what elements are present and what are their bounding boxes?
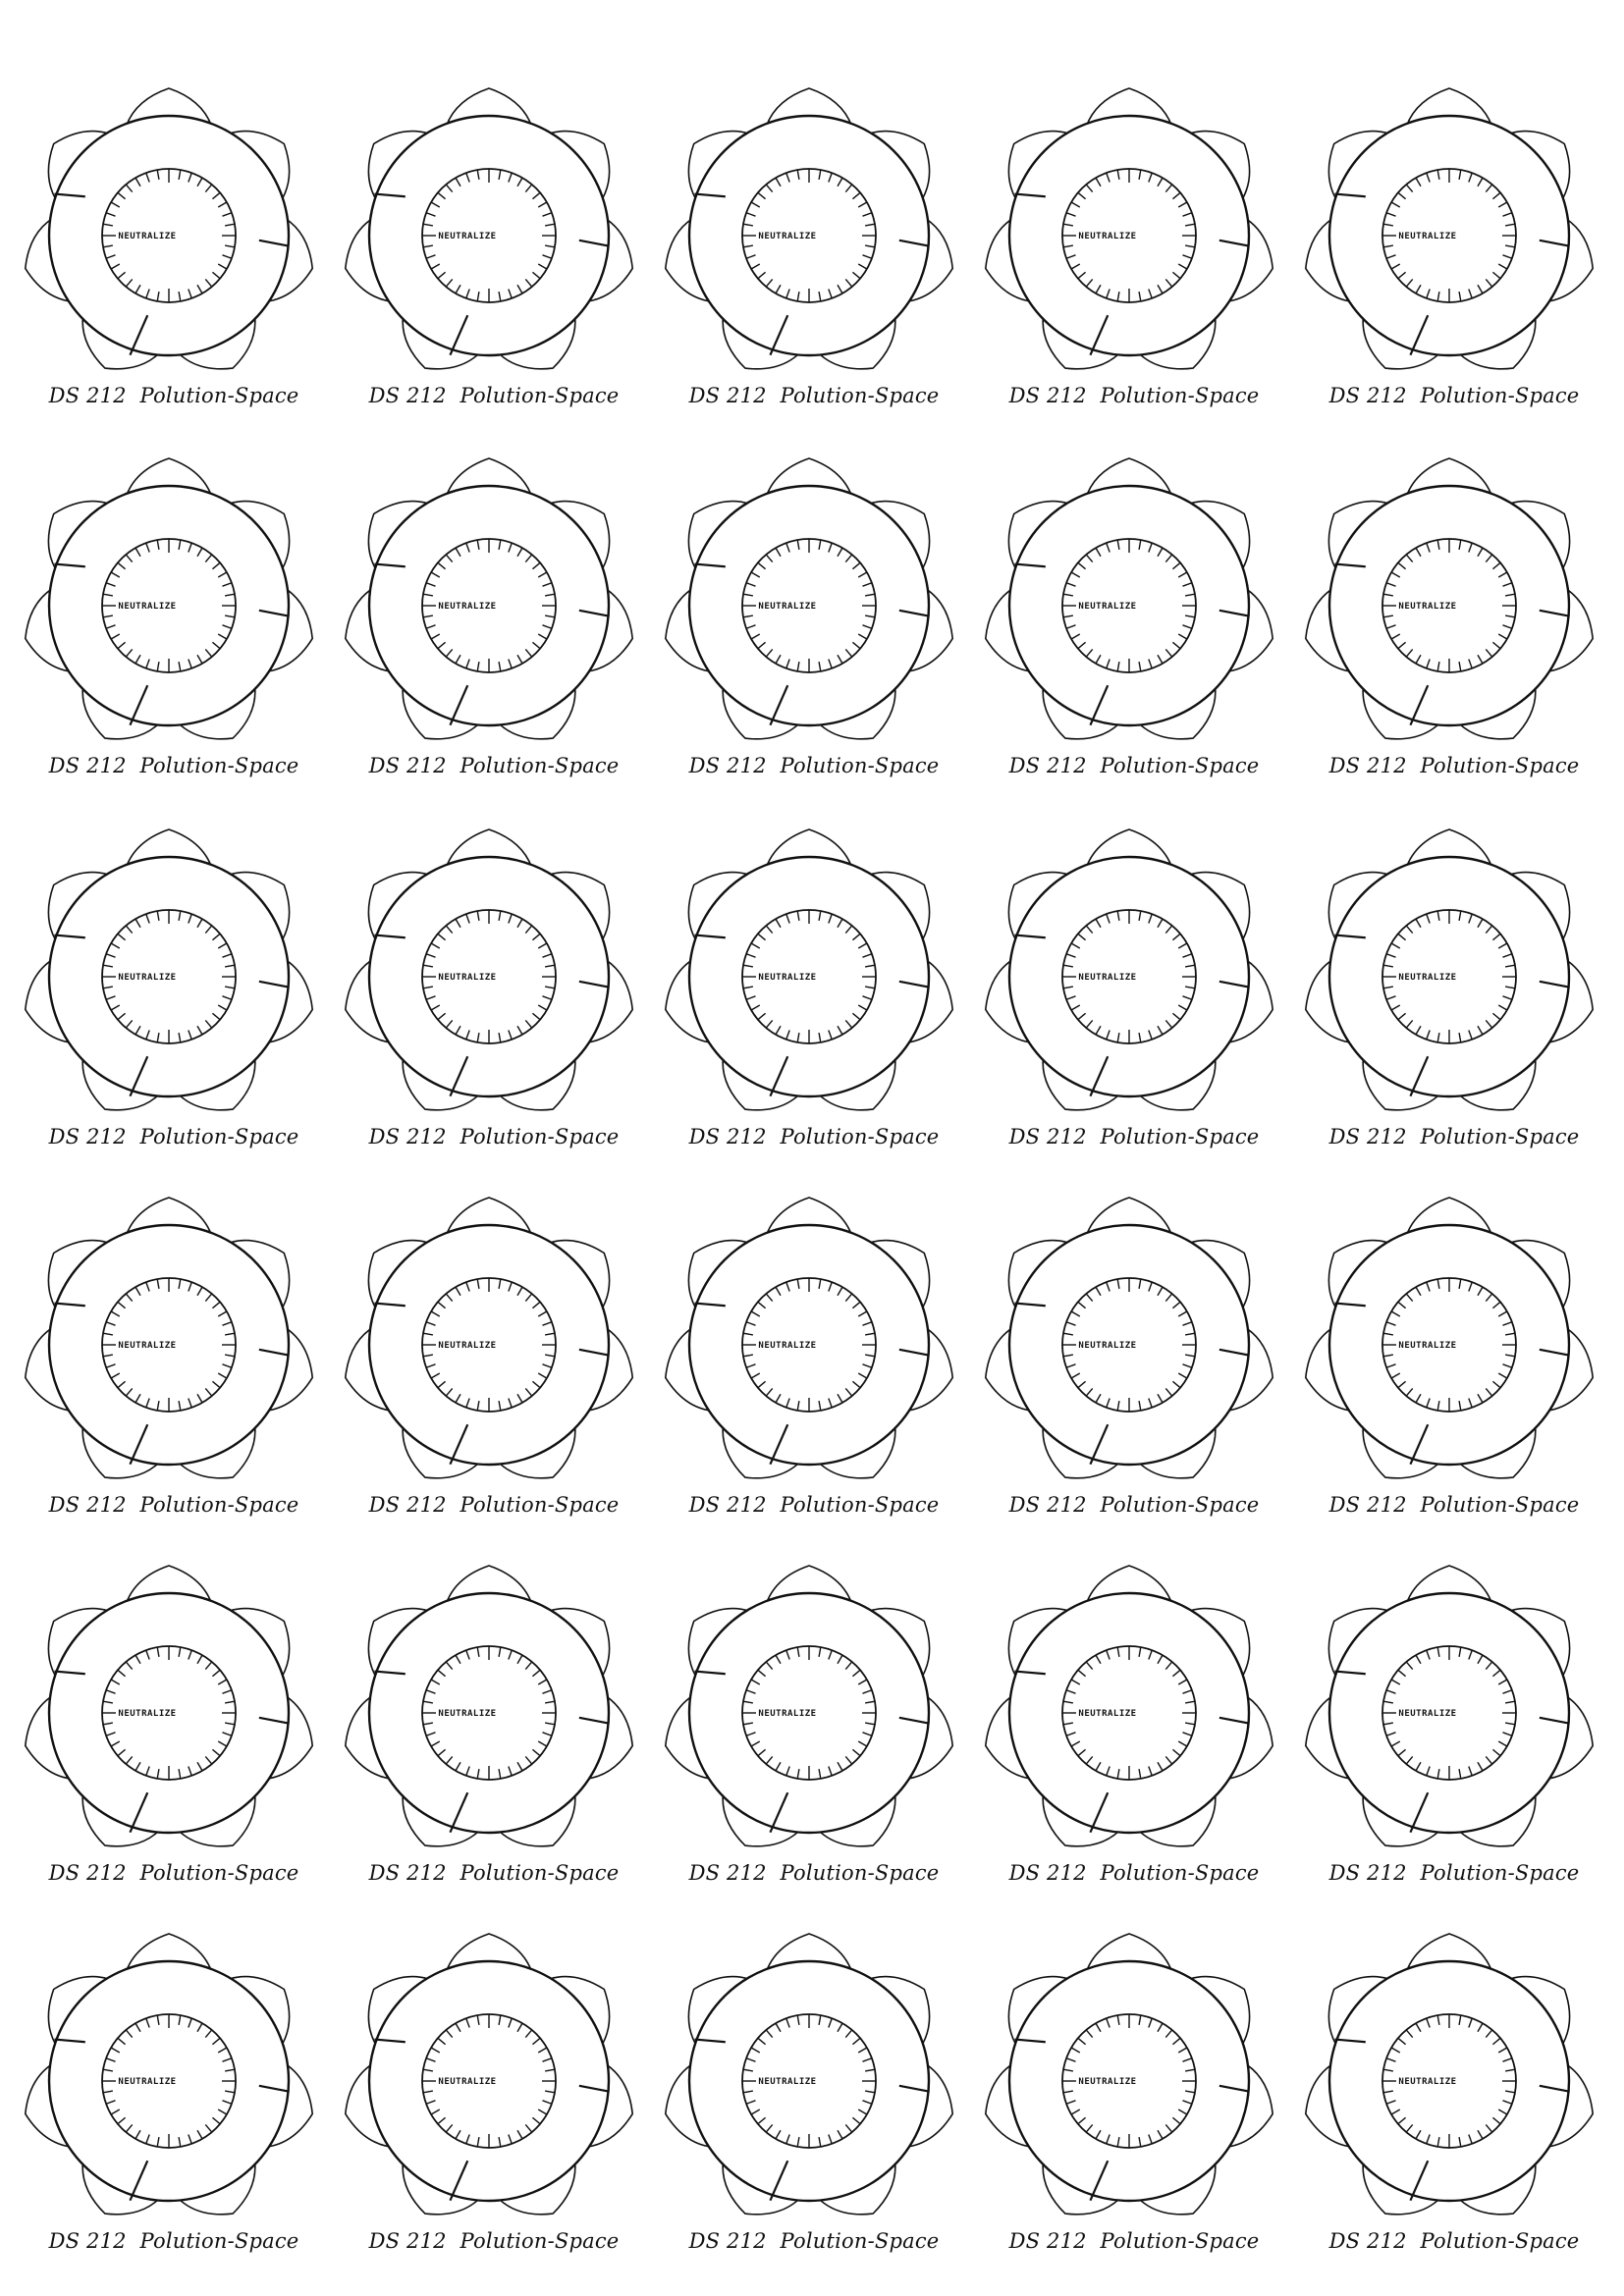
sticker-tile: [12, 1561, 336, 1899]
dial-label: NEUTRALIZE: [758, 2077, 817, 2087]
lotus-dial-icon: [332, 1929, 656, 2233]
dial-label: NEUTRALIZE: [1078, 2077, 1137, 2087]
sticker-tile: [972, 1929, 1296, 2268]
tile-caption: DS 212 Polution-Space: [1008, 754, 1260, 777]
tile-caption: DS 212 Polution-Space: [368, 1125, 620, 1148]
sticker-tile: [332, 83, 656, 422]
tile-caption: DS 212 Polution-Space: [1008, 384, 1260, 407]
tile-caption: DS 212 Polution-Space: [1328, 1125, 1580, 1148]
sticker-tile: [1292, 83, 1616, 422]
sticker-tile: [652, 825, 976, 1163]
lotus-dial-icon: [332, 83, 656, 388]
tile-caption: DS 212 Polution-Space: [48, 1493, 299, 1517]
sticker-tile: [12, 1193, 336, 1531]
tile-caption: DS 212 Polution-Space: [368, 1493, 620, 1517]
tile-caption: DS 212 Polution-Space: [1008, 1125, 1260, 1148]
sticker-tile: [12, 1929, 336, 2268]
lotus-dial-icon: [1292, 1929, 1616, 2233]
tile-caption: DS 212 Polution-Space: [688, 754, 940, 777]
lotus-dial-icon: [652, 1193, 976, 1497]
sticker-tile: [12, 83, 336, 422]
sticker-tile: [652, 1929, 976, 2268]
dial-label: NEUTRALIZE: [438, 1341, 497, 1351]
dial-label: NEUTRALIZE: [1078, 973, 1137, 983]
lotus-dial-icon: [1292, 83, 1616, 388]
dial-label: NEUTRALIZE: [438, 1709, 497, 1719]
dial-label: NEUTRALIZE: [118, 1341, 177, 1351]
lotus-dial-icon: [12, 83, 336, 388]
dial-label: NEUTRALIZE: [758, 973, 817, 983]
tile-caption: DS 212 Polution-Space: [48, 1125, 299, 1148]
lotus-dial-icon: [652, 454, 976, 758]
sticker-tile: [332, 1561, 656, 1899]
sticker-tile: [652, 1561, 976, 1899]
dial-label: NEUTRALIZE: [758, 602, 817, 612]
lotus-dial-icon: [1292, 825, 1616, 1129]
lotus-dial-icon: [12, 825, 336, 1129]
dial-label: NEUTRALIZE: [118, 973, 177, 983]
sticker-tile: [1292, 825, 1616, 1163]
tile-caption: DS 212 Polution-Space: [1328, 384, 1580, 407]
tile-caption: DS 212 Polution-Space: [688, 1125, 940, 1148]
lotus-dial-icon: [972, 83, 1296, 388]
sticker-tile: [332, 454, 656, 792]
tile-caption: DS 212 Polution-Space: [1008, 1493, 1260, 1517]
tile-caption: DS 212 Polution-Space: [688, 384, 940, 407]
lotus-dial-icon: [1292, 454, 1616, 758]
dial-label: NEUTRALIZE: [438, 2077, 497, 2087]
tile-caption: DS 212 Polution-Space: [48, 754, 299, 777]
tile-caption: DS 212 Polution-Space: [48, 1861, 299, 1885]
sticker-tile: [652, 83, 976, 422]
lotus-dial-icon: [972, 825, 1296, 1129]
lotus-dial-icon: [972, 1929, 1296, 2233]
dial-label: NEUTRALIZE: [1398, 1341, 1457, 1351]
tile-caption: DS 212 Polution-Space: [1008, 1861, 1260, 1885]
dial-label: NEUTRALIZE: [118, 602, 177, 612]
sticker-tile: [972, 83, 1296, 422]
lotus-dial-icon: [652, 83, 976, 388]
tile-caption: DS 212 Polution-Space: [1008, 2229, 1260, 2253]
lotus-dial-icon: [12, 1561, 336, 1865]
dial-label: NEUTRALIZE: [1078, 602, 1137, 612]
lotus-dial-icon: [972, 1193, 1296, 1497]
dial-label: NEUTRALIZE: [1078, 232, 1137, 241]
lotus-dial-icon: [12, 454, 336, 758]
tile-caption: DS 212 Polution-Space: [368, 2229, 620, 2253]
tile-caption: DS 212 Polution-Space: [688, 2229, 940, 2253]
lotus-dial-icon: [12, 1193, 336, 1497]
dial-label: NEUTRALIZE: [118, 1709, 177, 1719]
dial-label: NEUTRALIZE: [118, 232, 177, 241]
lotus-dial-icon: [652, 825, 976, 1129]
lotus-dial-icon: [332, 825, 656, 1129]
lotus-dial-icon: [1292, 1193, 1616, 1497]
lotus-dial-icon: [332, 1193, 656, 1497]
sticker-tile: [332, 1193, 656, 1531]
sticker-tile: [652, 1193, 976, 1531]
lotus-dial-icon: [652, 1929, 976, 2233]
dial-label: NEUTRALIZE: [438, 602, 497, 612]
sticker-tile: [972, 1193, 1296, 1531]
tile-caption: DS 212 Polution-Space: [368, 754, 620, 777]
dial-label: NEUTRALIZE: [758, 1709, 817, 1719]
tile-caption: DS 212 Polution-Space: [1328, 2229, 1580, 2253]
lotus-dial-icon: [972, 1561, 1296, 1865]
dial-label: NEUTRALIZE: [438, 973, 497, 983]
tile-caption: DS 212 Polution-Space: [48, 2229, 299, 2253]
lotus-dial-icon: [332, 1561, 656, 1865]
sticker-tile: [332, 825, 656, 1163]
tile-caption: DS 212 Polution-Space: [1328, 1493, 1580, 1517]
dial-label: NEUTRALIZE: [1398, 973, 1457, 983]
sticker-tile: [12, 454, 336, 792]
dial-label: NEUTRALIZE: [1398, 232, 1457, 241]
dial-label: NEUTRALIZE: [1398, 602, 1457, 612]
sticker-tile: [972, 454, 1296, 792]
tile-caption: DS 212 Polution-Space: [48, 384, 299, 407]
sticker-tile: [1292, 454, 1616, 792]
lotus-dial-icon: [332, 454, 656, 758]
tile-caption: DS 212 Polution-Space: [368, 384, 620, 407]
tile-caption: DS 212 Polution-Space: [1328, 754, 1580, 777]
lotus-dial-icon: [972, 454, 1296, 758]
sticker-tile: [972, 825, 1296, 1163]
sticker-tile: [1292, 1929, 1616, 2268]
tile-caption: DS 212 Polution-Space: [688, 1861, 940, 1885]
dial-label: NEUTRALIZE: [118, 2077, 177, 2087]
sticker-tile: [652, 454, 976, 792]
sticker-tile: [332, 1929, 656, 2268]
dial-label: NEUTRALIZE: [1078, 1341, 1137, 1351]
lotus-dial-icon: [652, 1561, 976, 1865]
dial-label: NEUTRALIZE: [1398, 2077, 1457, 2087]
sticker-tile: [1292, 1193, 1616, 1531]
dial-label: NEUTRALIZE: [1398, 1709, 1457, 1719]
lotus-dial-icon: [12, 1929, 336, 2233]
dial-label: NEUTRALIZE: [758, 232, 817, 241]
tile-caption: DS 212 Polution-Space: [1328, 1861, 1580, 1885]
lotus-dial-icon: [1292, 1561, 1616, 1865]
dial-label: NEUTRALIZE: [1078, 1709, 1137, 1719]
sticker-tile: [12, 825, 336, 1163]
dial-label: NEUTRALIZE: [758, 1341, 817, 1351]
dial-label: NEUTRALIZE: [438, 232, 497, 241]
tile-caption: DS 212 Polution-Space: [688, 1493, 940, 1517]
tile-caption: DS 212 Polution-Space: [368, 1861, 620, 1885]
sticker-tile: [1292, 1561, 1616, 1899]
sticker-tile: [972, 1561, 1296, 1899]
